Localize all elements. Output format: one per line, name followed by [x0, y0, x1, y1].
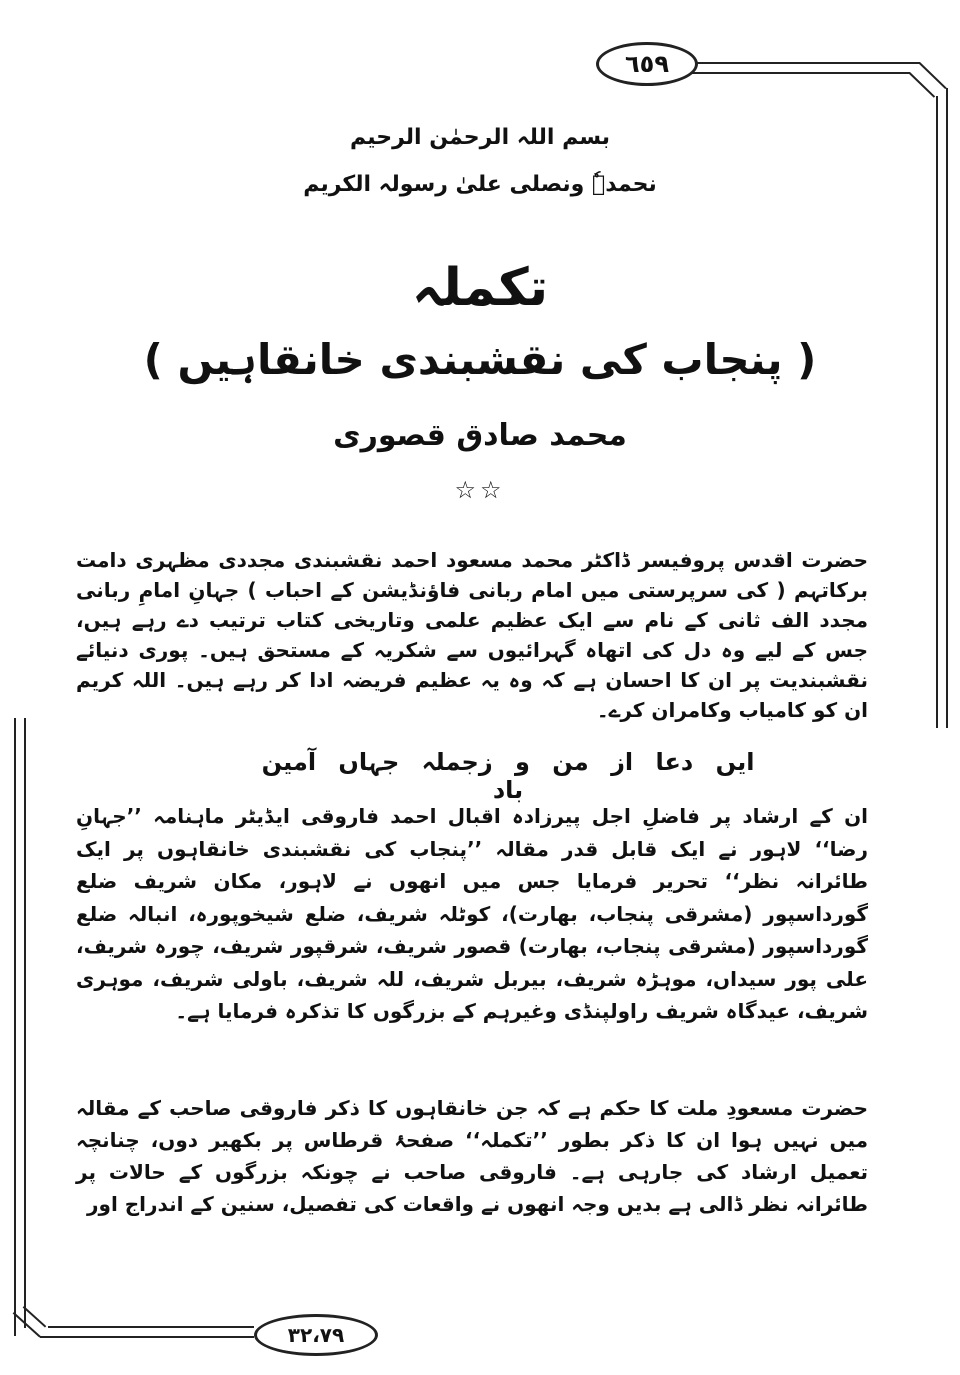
footer-number-oval [254, 1314, 378, 1356]
paragraph-3: حضرت مسعودِ ملت کا حکم ہے کہ جن خانقاہوں کا ذکر فاروقی صاحب کے مقالہ میں نہیں ہوا ان کا ذکر بطور ’’تکملہ‘‘ صفحۂ قرطاس پر بکھیر دوں، چنانچہ تعمیل ارشاد کی جارہی ہے۔ فاروقی صاحب نے چونکہ بزرگوں کے حالات پر طائرانہ نظر ڈالی ہے بدیں وجہ انھوں نے واقعات کی تفصیل، سنین کے اندراج اور [76, 1096, 868, 1216]
page-subtitle: ( پنجاب کی نقشبندی خانقاہیں ) [143, 335, 817, 384]
frame-bottom-line-inner [48, 1326, 254, 1328]
page-number: ٦٥٩ [625, 50, 669, 78]
star-ornament: ☆☆ [454, 476, 506, 504]
author-name: محمد صادق قصوری [333, 418, 627, 453]
frame-top-line-inner [688, 72, 910, 74]
frame-top-line [688, 62, 920, 64]
page-title: تکملہ [411, 258, 549, 318]
persian-couplet: ایں دعا از من و زجملہ جہاں آمین باد [261, 748, 755, 804]
hamdala: نحمدہٗ ونصلی علیٰ رسولہ الکریم [303, 172, 657, 197]
frame-left-inner [24, 718, 26, 1328]
frame-left-outer [14, 718, 16, 1336]
frame-bottom-line [40, 1336, 254, 1338]
paragraph-2: ان کے ارشاد پر فاضلِ اجل پیرزادہ اقبال احمد فاروقی ایڈیٹر ماہنامہ ’’جہانِ رضا‘‘ لاہور نے ایک قابل قدر مقالہ ’’پنجاب کی نقشبندی خانقاہوں پر ایک طائرانہ نظر‘‘ تحریر فرمایا جس میں انھوں نے لاہور، مکان شریف ضلع گورداسپور (مشرقی پنجاب، بھارت)، کوٹلہ شریف، ضلع شیخوپورہ، انبالہ ضلع گورداسپور (مشرقی پنجاب، بھارت) قصور شریف، شرقپور شریف، چورہ شریف، علی پور سیداں، موہڑہ شریف، بیربل شریف، للہ شریف، باولی شریف، موہری شریف، عیدگاہ شریف راولپنڈی وغیرہم کے بزرگوں کا تذکرہ فرمایا ہے۔ [76, 804, 868, 1023]
frame-bottom-diagonal [13, 1312, 41, 1338]
basmala: بسم اللہ الرحمٰن الرحیم [349, 125, 610, 150]
paragraph-1: حضرت اقدس پروفیسر ڈاکٹر محمد مسعود احمد نقشبندی مجددی مظہری دامت برکاتہم ( کی سرپرستی میں امام ربانی فاؤنڈیشن کے احباب ) جہانِ امامِ ربانی مجدد الف ثانی کے نام سے ایک عظیم علمی وتاریخی کتاب ترتیب دے رہے ہیں، جس کے لیے وہ دل کی اتھاہ گہرائیوں سے شکریہ کے مستحق ہیں۔ پوری دنیائے نقشبندیت پر ان کا احسان ہے کہ وہ یہ عظیم فریضہ ادا کر رہے ہیں۔ اللہ کریم ان کو کامیاب وکامران کرے۔ [76, 548, 868, 722]
footer-number: ٣٢،٧٩ [287, 1323, 345, 1347]
page-number-oval [596, 42, 698, 86]
